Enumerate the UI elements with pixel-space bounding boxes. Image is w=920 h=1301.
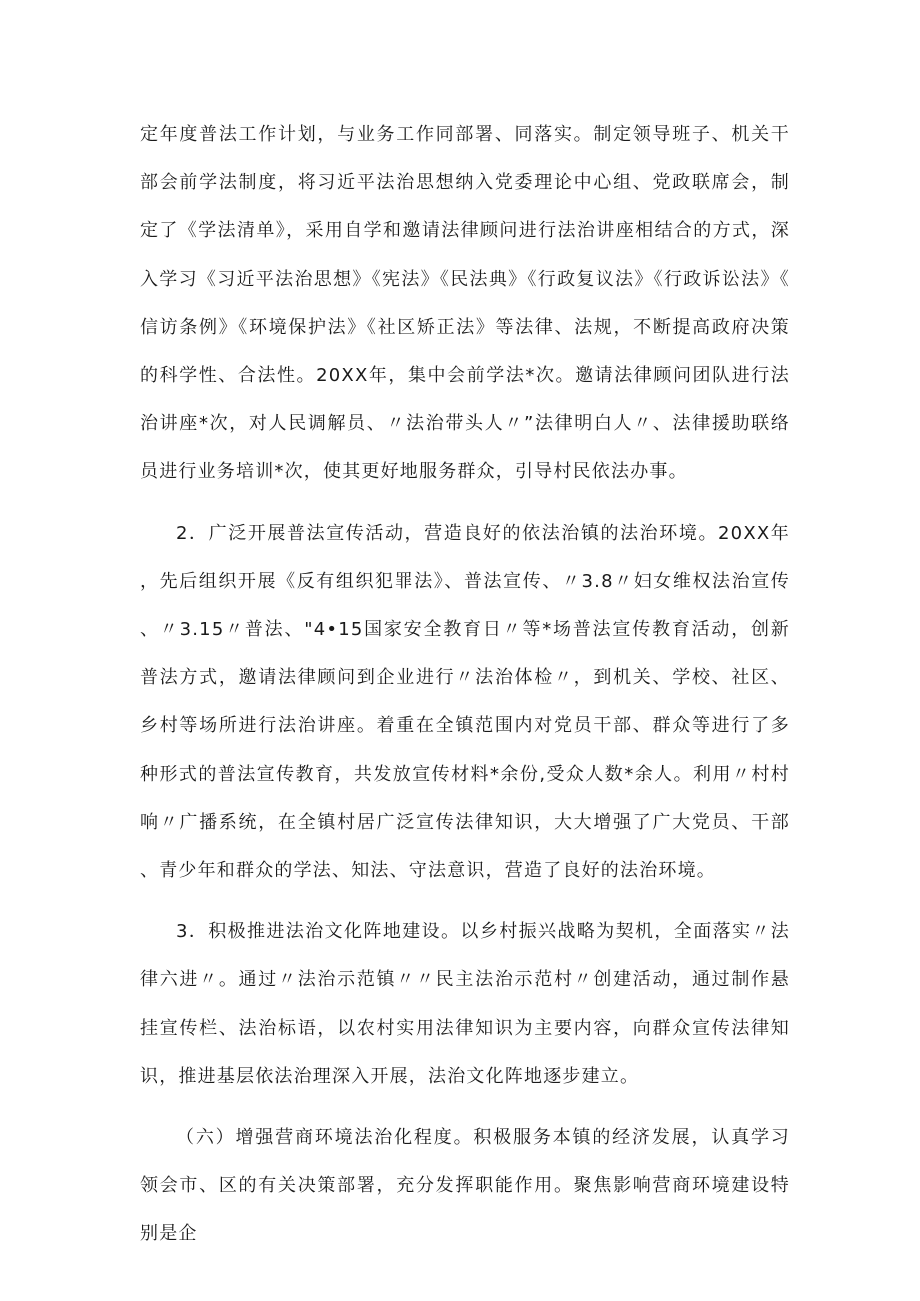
paragraph-publicity-activities: 2．广泛开展普法宣传活动，营造良好的依法治镇的法治环境。20XX年，先后组织开展《反有组织犯罪法》、普法宣传、〃3.8〃妇女维权法治宣传、〃3.15〃普法、"4•15国家安全教育日〃等*场普法宣传教育活动，创新普法方式，邀请法律顾问到企业进行〃法治体检〃，到机关、学校、社区、乡村等场所进行法治讲座。着重在全镇范围内对党员干部、群众等进行了多种形式的普法宣传教育，共发放宣传材料*余份,受众人数*余人。利用〃村村响〃广播系统，在全镇村居广泛宣传法律知识，大大增强了广大党员、干部、青少年和群众的学法、知法、守法意识，营造了良好的法治环境。	[140, 522, 790, 882]
document-body	[140, 111, 790, 1259]
paragraph-culture-base: 3．积极推进法治文化阵地建设。以乡村振兴战略为契机，全面落实〃法律六进〃。通过〃法治示范镇〃〃民主法治示范村〃创建活动，通过制作悬挂宣传栏、法治标语，以农村实用法律知识为主要内容，向群众宣传法律知识，推进基层依法治理深入开展，法治文化阵地逐步建立。	[140, 921, 790, 1087]
paragraph-business-environment: （六）增强营商环境法治化程度。积极服务本镇的经济发展，认真学习领会市、区的有关决策部署，充分发挥职能作用。聚焦影响营商环境建设特别是企	[140, 1127, 790, 1245]
paragraph-legal-study: 定年度普法工作计划，与业务工作同部署、同落实。制定领导班子、机关干部会前学法制度，将习近平法治思想纳入党委理论中心组、党政联席会，制定了《学法清单》，采用自学和邀请法律顾问进行法治讲座相结合的方式，深入学习《习近平法治思想》《宪法》《民法典》《行政复议法》《行政诉讼法》《信访条例》《环境保护法》《社区矫正法》等法律、法规，不断提高政府决策的科学性、合法性。20XX年，集中会前学法*次。邀请法律顾问团队进行法治讲座*次，对人民调解员、〃法治带头人〃”法律明白人〃、法律援助联络员进行业务培训*次，使其更好地服务群众，引导村民依法办事。	[140, 124, 790, 483]
